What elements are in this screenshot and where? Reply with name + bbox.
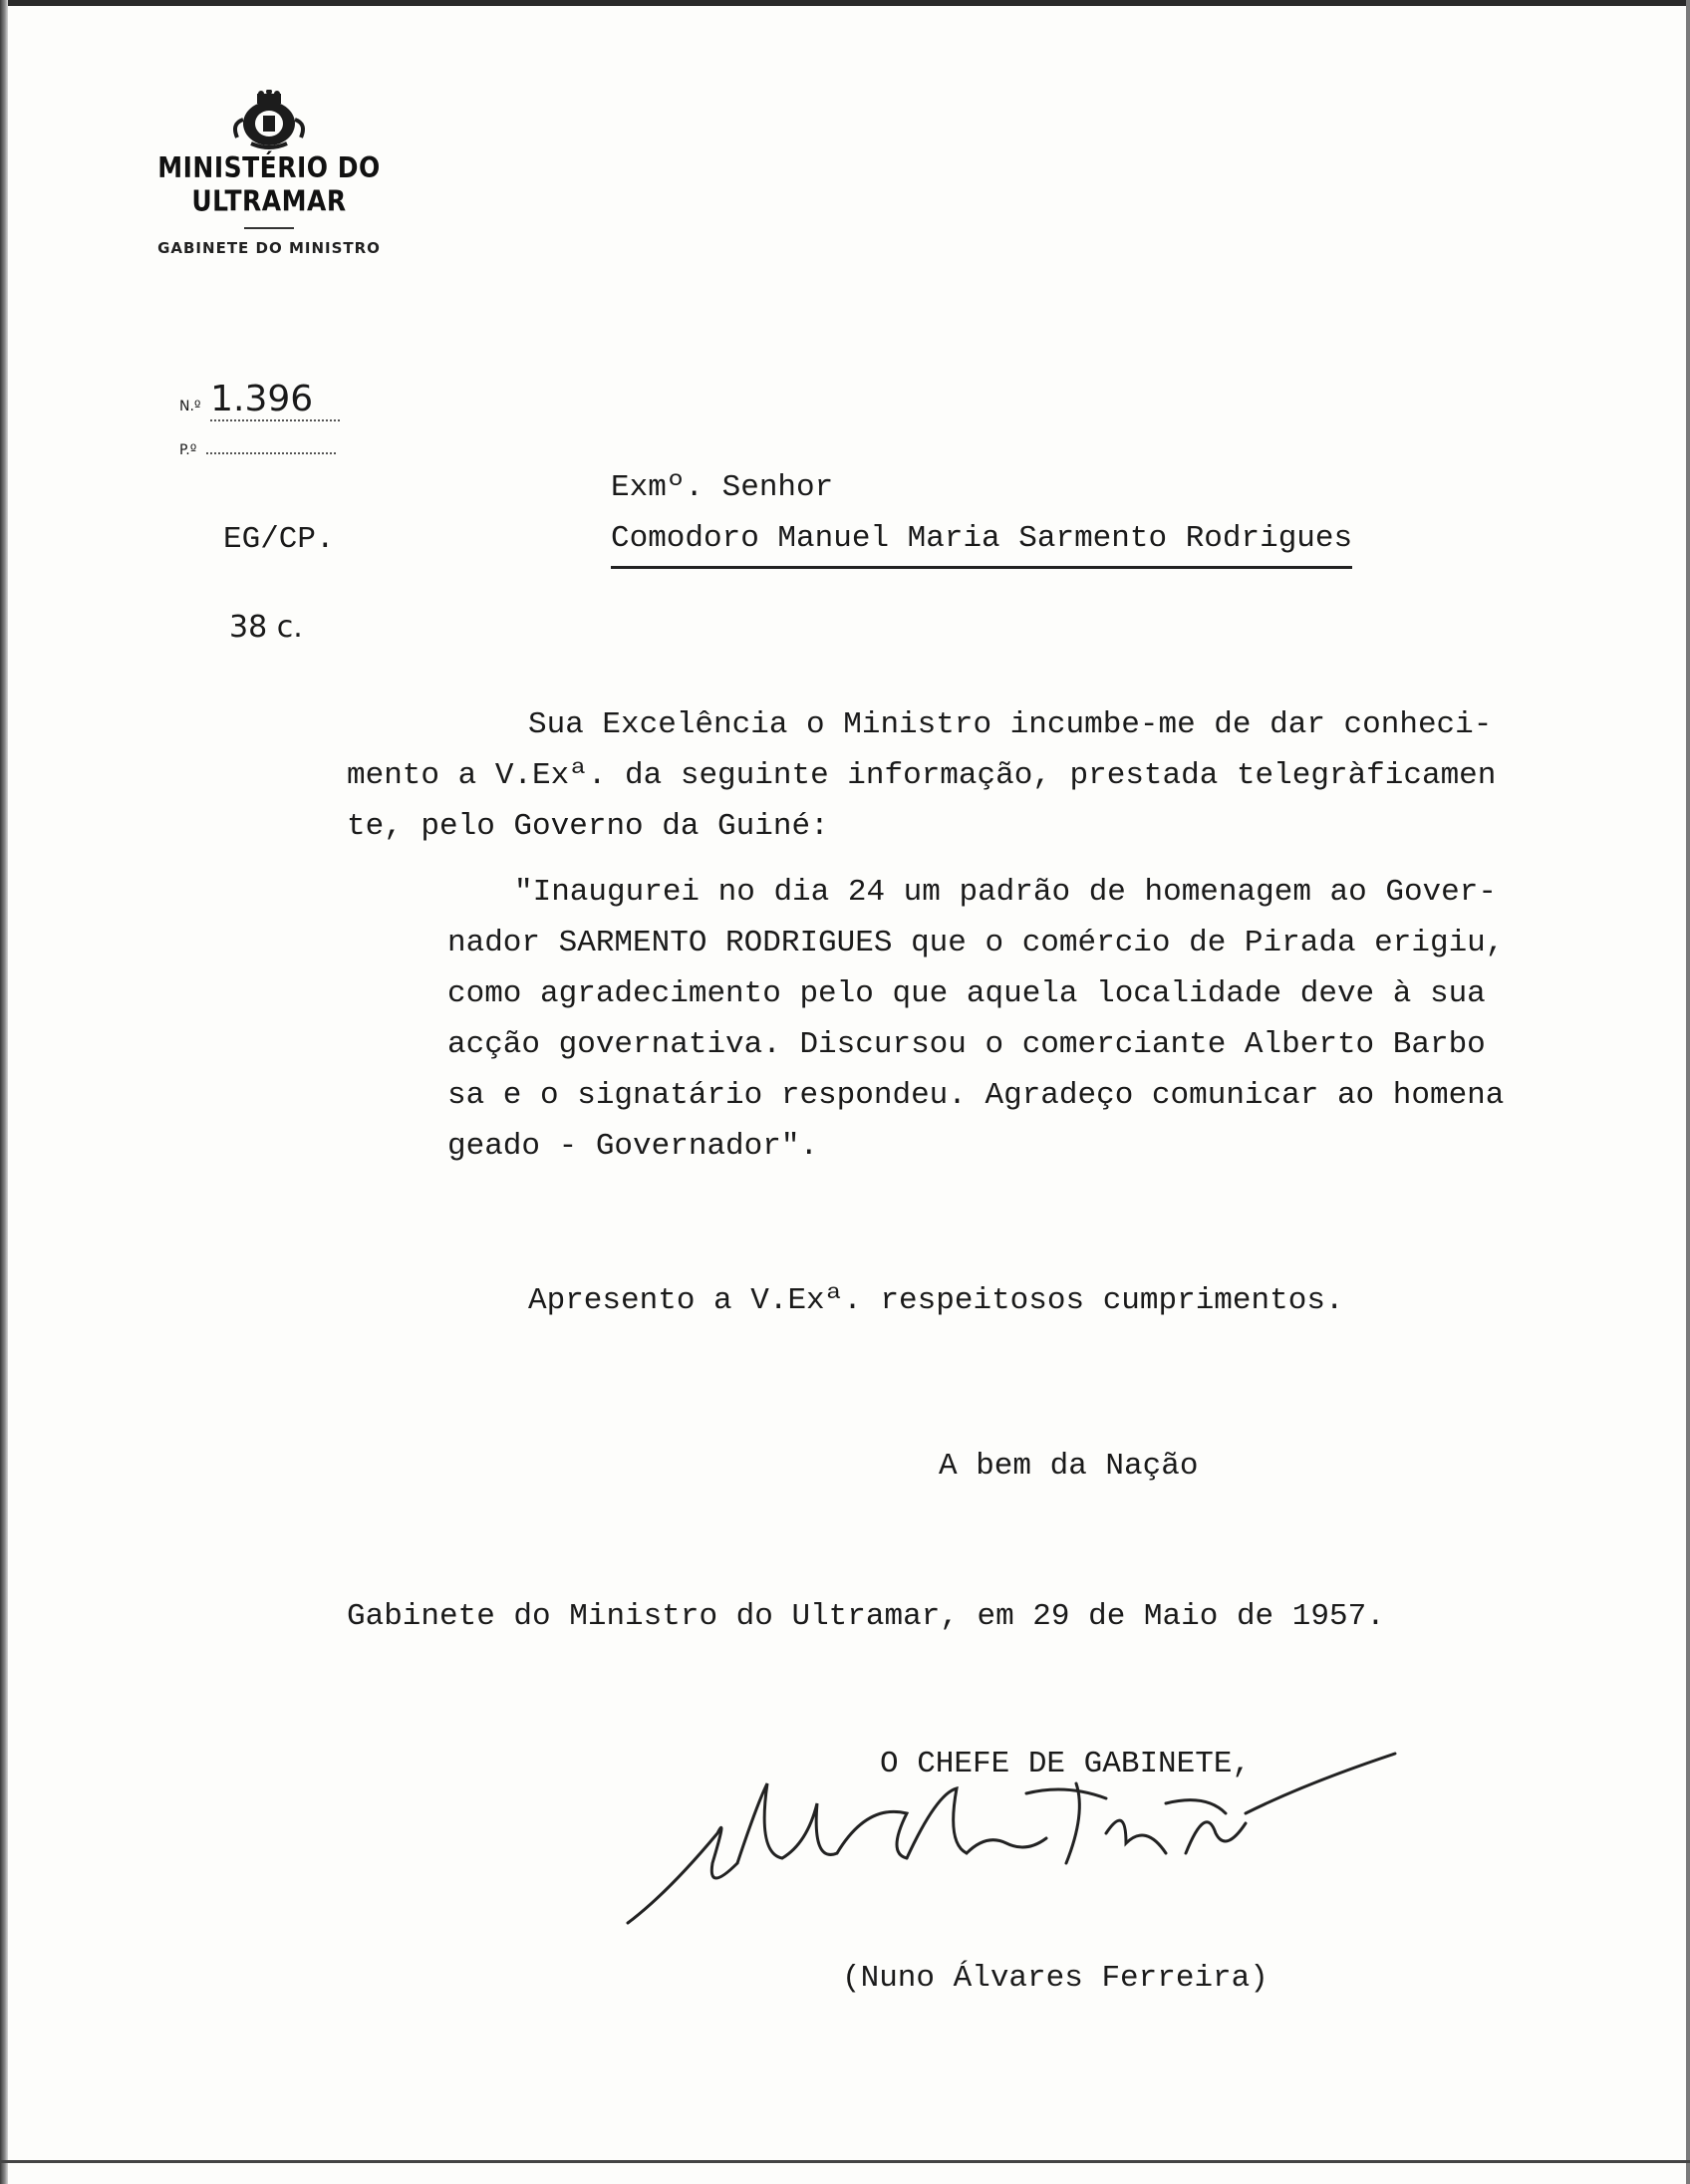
quote-line-1: "Inaugurei no dia 24 um padrão de homenagem ao Gover- bbox=[514, 875, 1497, 910]
scan-edge-bottom bbox=[0, 2160, 1690, 2163]
letterhead-rule bbox=[244, 227, 294, 229]
addressee-name: Comodoro Manuel Maria Sarmento Rodrigues bbox=[611, 513, 1352, 569]
number-label: N.º bbox=[179, 399, 201, 414]
reference-number bbox=[179, 379, 340, 421]
quote-line-5: sa e o signatário respondeu. Agradeço comunicar ao homena bbox=[447, 1078, 1505, 1113]
signatory-name: (Nuno Álvares Ferreira) bbox=[842, 1961, 1268, 1996]
number-value: 1.396 bbox=[210, 379, 314, 419]
copies-count: 38 c. bbox=[229, 610, 303, 645]
p-field bbox=[206, 438, 336, 454]
scan-edge-left bbox=[0, 0, 8, 2184]
intro-line-2: mento a V.Exª. da seguinte informação, prestada telegràficamen bbox=[347, 758, 1497, 793]
closing: Apresento a V.Exª. respeitosos cumprimentos. bbox=[528, 1283, 1344, 1318]
quote-line-6: geado - Governador". bbox=[447, 1129, 819, 1164]
cabinet-name: GABINETE DO MINISTRO bbox=[157, 239, 381, 257]
p-label: P.º bbox=[179, 442, 197, 458]
motto: A bem da Nação bbox=[939, 1449, 1199, 1484]
handwritten-signature bbox=[608, 1744, 1425, 1933]
date-line: Gabinete do Ministro do Ultramar, em 29 de Maio de 1957. bbox=[347, 1599, 1385, 1634]
initials: EG/CP. bbox=[223, 522, 335, 557]
quote-line-3: como agradecimento pelo que aquela localidade deve à sua bbox=[447, 976, 1486, 1011]
scan-edge-top bbox=[0, 0, 1690, 6]
p-reference bbox=[179, 438, 336, 459]
signature-title: O CHEFE DE GABINETE, bbox=[880, 1747, 1252, 1781]
scan-edge-right bbox=[1686, 0, 1690, 2184]
quote-line-4: acção governativa. Discursou o comerciante Alberto Barbo bbox=[447, 1027, 1486, 1062]
intro-line-1: Sua Excelência o Ministro incumbe-me de dar conheci- bbox=[528, 707, 1493, 742]
coat-of-arms-icon bbox=[227, 90, 311, 151]
intro-line-3: te, pelo Governo da Guiné: bbox=[347, 809, 829, 844]
letterhead bbox=[80, 90, 458, 257]
ministry-name: MINISTÉRIO DO ULTRAMAR bbox=[157, 150, 381, 218]
number-field bbox=[210, 379, 340, 421]
salutation: Exmº. Senhor bbox=[611, 470, 834, 505]
quote-line-2: nador SARMENTO RODRIGUES que o comércio de Pirada erigiu, bbox=[447, 926, 1505, 960]
